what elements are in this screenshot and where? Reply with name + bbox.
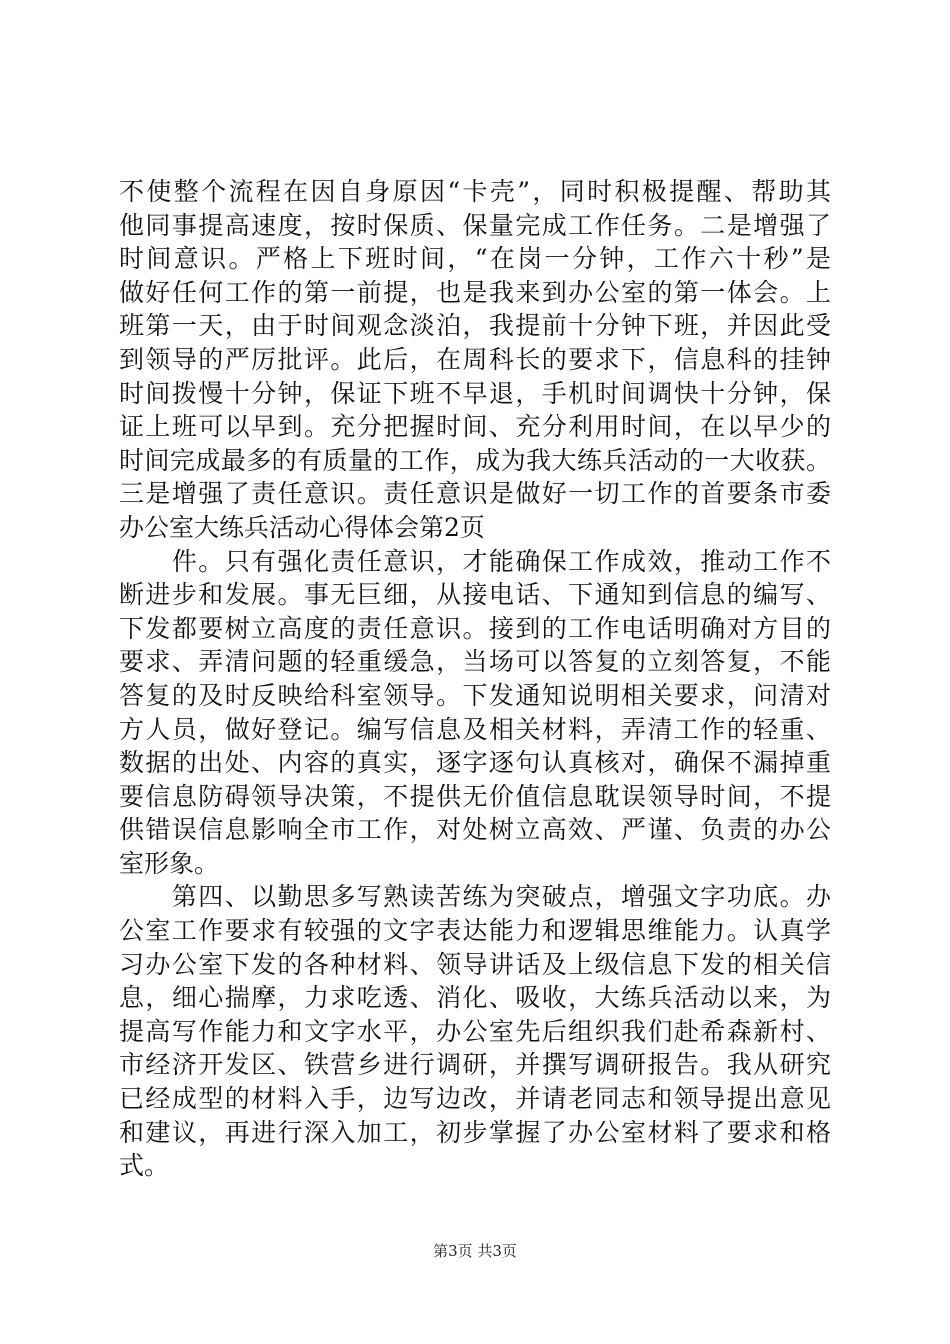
text-line: 市经济开发区、铁营乡进行调研，并撰写调研报告。我从研究 xyxy=(119,1050,831,1080)
text-line: 要求、弄清问题的轻重缓急，当场可以答复的立刻答复，不能 xyxy=(119,647,831,677)
text-line: 班第一天，由于时间观念淡泊，我提前十分钟下班，并因此受 xyxy=(119,311,831,341)
text-line: 件。只有强化责任意识，才能确保工作成效，推动工作不 xyxy=(119,546,831,576)
text-line: 三是增强了责任意识。责任意识是做好一切工作的首要条市委 xyxy=(119,479,831,509)
text-line: 息，细心揣摩，力求吃透、消化、吸收，大练兵活动以来，为 xyxy=(119,983,831,1013)
text-line: 公室工作要求有较强的文字表达能力和逻辑思维能力。认真学 xyxy=(119,916,831,946)
text-line: 不使整个流程在因自身原因“卡壳”，同时积极提醒、帮助其 xyxy=(119,177,831,206)
text-line: 他同事提高速度，按时保质、保量完成工作任务。二是增强了 xyxy=(119,210,831,240)
text-line: 和建议，再进行深入加工，初步掌握了办公室材料了要求和格 xyxy=(119,1117,831,1147)
page-footer: 第3页 共3页 xyxy=(433,1242,517,1260)
text-line: 第四、以勤思多写熟读苦练为突破点，增强文字功底。办 xyxy=(119,882,831,912)
text-line: 到领导的严厉批评。此后，在周科长的要求下，信息科的挂钟 xyxy=(119,344,831,374)
text-line: 方人员，做好登记。编写信息及相关材料，弄清工作的轻重、 xyxy=(119,714,831,744)
text-line: 要信息防碍领导决策，不提供无价值信息耽误领导时间，不提 xyxy=(119,781,831,811)
text-line: 时间拨慢十分钟，保证下班不早退，手机时间调快十分钟，保 xyxy=(119,378,831,408)
text-line: 下发都要树立高度的责任意识。接到的工作电话明确对方目的 xyxy=(119,613,831,643)
text-line: 习办公室下发的各种材料、领导讲话及上级信息下发的相关信 xyxy=(119,949,831,979)
text-line: 室形象。 xyxy=(119,848,220,878)
text-line: 供错误信息影响全市工作，对处树立高效、严谨、负责的办公 xyxy=(119,815,831,845)
text-line: 办公室大练兵活动心得体会第2页 xyxy=(119,512,485,542)
text-line: 时间意识。严格上下班时间，“在岗一分钟，工作六十秒”是 xyxy=(119,244,831,274)
text-line: 时间完成最多的有质量的工作，成为我大练兵活动的一大收获。 xyxy=(119,445,831,475)
text-line: 证上班可以早到。充分把握时间、充分利用时间，在以早少的 xyxy=(119,412,831,442)
text-line: 答复的及时反映给科室领导。下发通知说明相关要求，问清对 xyxy=(119,680,831,710)
document-body xyxy=(119,175,831,1183)
text-line: 已经成型的材料入手，边写边改，并请老同志和领导提出意见 xyxy=(119,1084,831,1114)
text-line: 断进步和发展。事无巨细，从接电话、下通知到信息的编写、 xyxy=(119,580,831,610)
text-line: 数据的出处、内容的真实，逐字逐句认真核对，确保不漏掉重 xyxy=(119,748,831,778)
text-line: 提高写作能力和文字水平，办公室先后组织我们赴希森新村、 xyxy=(119,1016,831,1046)
text-line: 做好任何工作的第一前提，也是我来到办公室的第一体会。上 xyxy=(119,277,831,307)
text-line: 式。 xyxy=(119,1151,170,1181)
